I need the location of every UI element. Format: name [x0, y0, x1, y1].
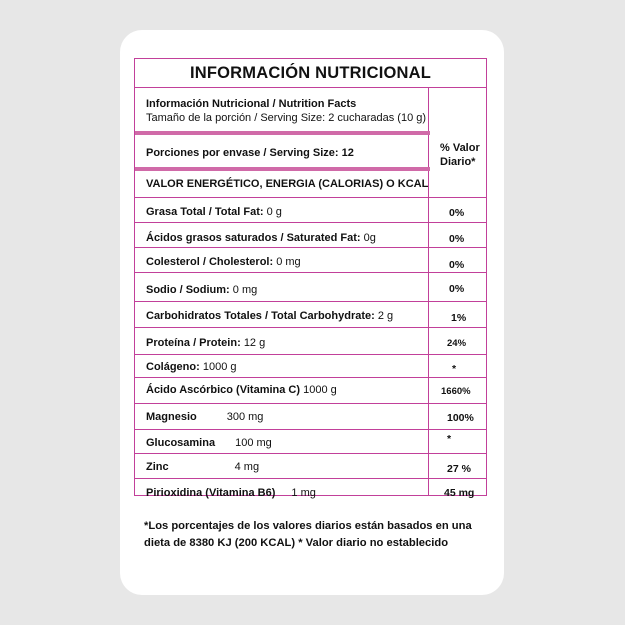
daily-value: 45 mg	[444, 487, 475, 499]
divider	[135, 403, 486, 404]
divider	[135, 429, 486, 430]
nutrient-name: Zinc	[146, 461, 169, 473]
column-divider	[428, 87, 429, 495]
nutrient-amount: 100 mg	[235, 437, 272, 449]
daily-value-header: % Valor Diario*	[440, 142, 480, 168]
nutrient-amount: 300 mg	[226, 411, 264, 423]
divider	[135, 354, 486, 355]
nutrient-name: Carbohidratos Totales / Total Carbohydrate:	[146, 310, 375, 322]
daily-value: 24%	[447, 338, 467, 349]
nutrient-name: Colágeno:	[146, 361, 200, 373]
nutrient-name: Sodio / Sodium:	[146, 284, 230, 296]
header-nutrition-facts: Información Nutricional / Nutrition Facts	[146, 98, 357, 110]
daily-value: 1660%	[441, 386, 471, 397]
nutrient-name: Colesterol / Cholesterol:	[146, 256, 274, 268]
nutrient-row	[146, 337, 265, 350]
nutrient-name: Ácido Ascórbico (Vitamina C)	[146, 384, 301, 396]
nutrient-amount: 4 mg	[234, 461, 260, 473]
daily-value: 100%	[447, 412, 474, 424]
daily-value: 0%	[449, 259, 465, 271]
nutrient-amount: 2 g	[377, 310, 394, 322]
divider	[135, 222, 486, 223]
daily-value: *	[452, 363, 457, 375]
divider	[135, 247, 486, 248]
divider	[135, 301, 486, 302]
nutrient-amount: 1000 g	[202, 361, 237, 373]
nutrient-name: Glucosamina	[146, 437, 216, 449]
header-serving-size: Tamaño de la porción / Serving Size: 2 cucharadas (10 g)	[146, 112, 427, 124]
nutrient-amount: 1000 g	[303, 384, 337, 396]
table-title: INFORMACIÓN NUTRICIONAL	[189, 64, 432, 82]
divider	[135, 197, 486, 198]
nutrient-row	[146, 256, 301, 269]
nutrient-amount: 12 g	[243, 337, 266, 349]
daily-value: *	[447, 433, 452, 445]
nutrient-amount: 0 g	[266, 206, 282, 218]
divider-thick	[135, 167, 430, 171]
nutrient-row	[146, 411, 263, 424]
nutrient-row	[146, 284, 257, 297]
nutrient-name: Magnesio	[146, 411, 197, 423]
nutrient-row	[146, 487, 316, 500]
daily-value: 0%	[449, 207, 465, 219]
divider	[135, 87, 486, 88]
nutrient-row	[146, 310, 393, 323]
nutrient-amount: 0 mg	[276, 256, 301, 268]
nutrient-name: Proteína / Protein:	[146, 337, 241, 349]
nutrient-row	[146, 437, 272, 450]
nutrient-amount: 1 mg	[291, 487, 316, 499]
label-card	[120, 30, 504, 595]
daily-value: 1%	[451, 312, 467, 324]
daily-value: 0%	[449, 233, 465, 245]
nutrient-name: Ácidos grasos saturados / Saturated Fat:	[146, 232, 361, 244]
servings-per-container: Porciones por envase / Serving Size: 12	[146, 147, 354, 159]
nutrient-row	[146, 206, 282, 219]
nutrient-row	[146, 361, 237, 374]
divider	[135, 272, 486, 273]
nutrient-row	[146, 232, 376, 245]
divider	[135, 377, 486, 378]
nutrient-row	[146, 461, 259, 474]
energy-row: VALOR ENERGÉTICO, ENERGIA (CALORIAS) O KCAL	[146, 178, 429, 190]
divider	[135, 327, 486, 328]
nutrient-row	[146, 384, 337, 397]
daily-value: 27 %	[447, 463, 471, 475]
divider	[135, 453, 486, 454]
nutrition-facts-table	[134, 58, 487, 499]
nutrient-name: Pirioxidina (Vitamina B6)	[146, 487, 276, 499]
nutrient-amount: 0 mg	[232, 284, 258, 296]
nutrient-name: Grasa Total / Total Fat:	[146, 206, 264, 218]
divider-thick	[135, 131, 430, 135]
daily-value: 0%	[449, 283, 465, 295]
divider	[135, 478, 486, 479]
footnote: *Los porcentajes de los valores diarios están basados en una dieta de 8380 KJ (200 KCAL) * Valor diario no establecido	[144, 520, 472, 549]
nutrient-amount: 0g	[363, 232, 376, 244]
